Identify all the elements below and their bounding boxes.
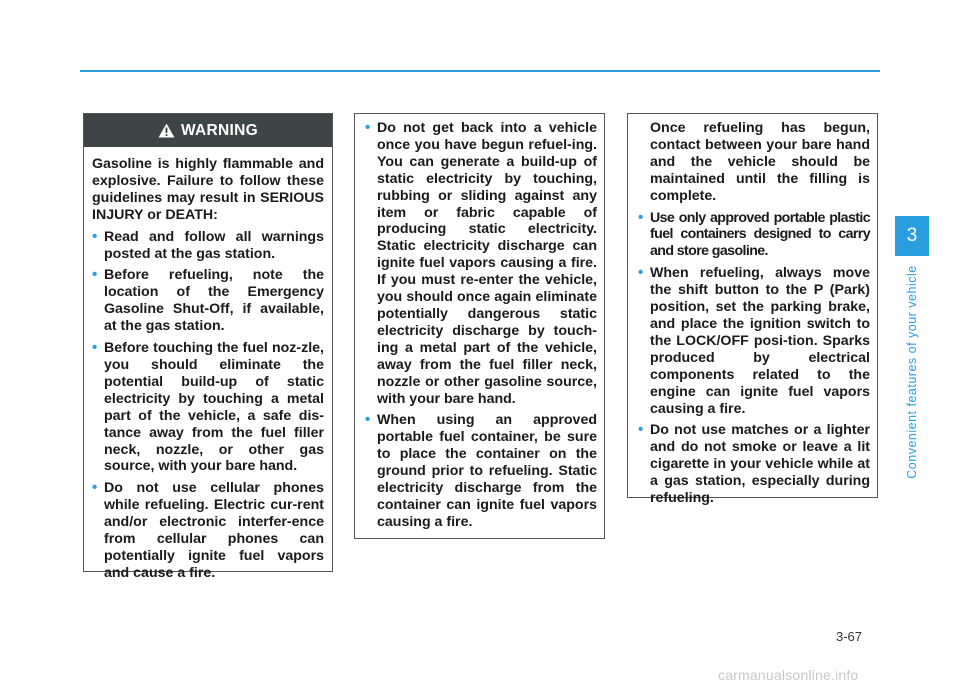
continuation-text: Once refueling has begun, contact between your bare hand and the vehicle should be maintained until the filling is complete. — [650, 120, 870, 204]
list-item: • Read and follow all warnings posted at the gas station. — [92, 229, 324, 263]
list-item: • Before touching the fuel noz-zle, you should eliminate the potential build-up of static electricity by touching a metal part of the vehicle, a safe dis-tance away from the fuel filler neck, nozzle, or other gas source, with your bare hand. — [92, 340, 324, 475]
warning-box-column-1 — [83, 113, 333, 581]
page-number: 3-67 — [836, 629, 863, 644]
list-item: • Use only approved portable plastic fuel containers designed to carry and store gasoline. — [638, 210, 870, 261]
header-rule — [80, 70, 880, 72]
warning-triangle-icon — [158, 123, 175, 138]
watermark: carmanualsonline.info — [718, 667, 859, 683]
warning-title: WARNING — [180, 121, 258, 139]
warning-box-column-3 — [627, 113, 878, 507]
list-item: • Do not use matches or a lighter and do not smoke or leave a lit cigarette in your vehicle while at a gas station, especially during refueling. — [638, 422, 870, 507]
list-item: • Do not get back into a vehicle once you have begun refuel-ing. You can generate a build-up of static electricity by touching, rubbing or sliding against any item or fabric capable of producing static electricity. Static electricity discharge can ignite fuel vapors causing a fire. If you must re-enter the vehicle, you should once again eliminate potentially dangerous static electricity discharge by touch-ing a metal part of the vehicle, away from the fuel filler neck, nozzle or other gasoline source, with your bare hand. — [365, 120, 597, 407]
warning-header — [84, 114, 332, 147]
warning-intro: Gasoline is highly flammable and explosive. Failure to follow these guidelines may result in SERIOUS INJURY or DEATH: — [92, 156, 324, 223]
list-item: • When using an approved portable fuel container, be sure to place the container on the ground prior to refueling. Static electricity discharge from the container can ignite fuel vapors causing a fire. — [365, 412, 597, 530]
list-item: • Do not use cellular phones while refueling. Electric cur-rent and/or electronic interfer-ence from cellular phones can potentially ignite fuel vapors and cause a fire. — [92, 480, 324, 581]
list-item: • When refueling, always move the shift button to the P (Park) position, set the parking brake, and place the ignition switch to the LOCK/OFF posi-tion. Sparks produced by electrical components related to the engine can ignite fuel vapors causing a fire. — [638, 265, 870, 417]
warning-box-column-2 — [354, 113, 605, 539]
chapter-title: Convenient features of your vehicle — [905, 265, 919, 479]
list-item: • Before refueling, note the location of the Emergency Gasoline Shut-Off, if available, at the gas station. — [92, 267, 324, 335]
chapter-number-tab: 3 — [895, 216, 929, 256]
